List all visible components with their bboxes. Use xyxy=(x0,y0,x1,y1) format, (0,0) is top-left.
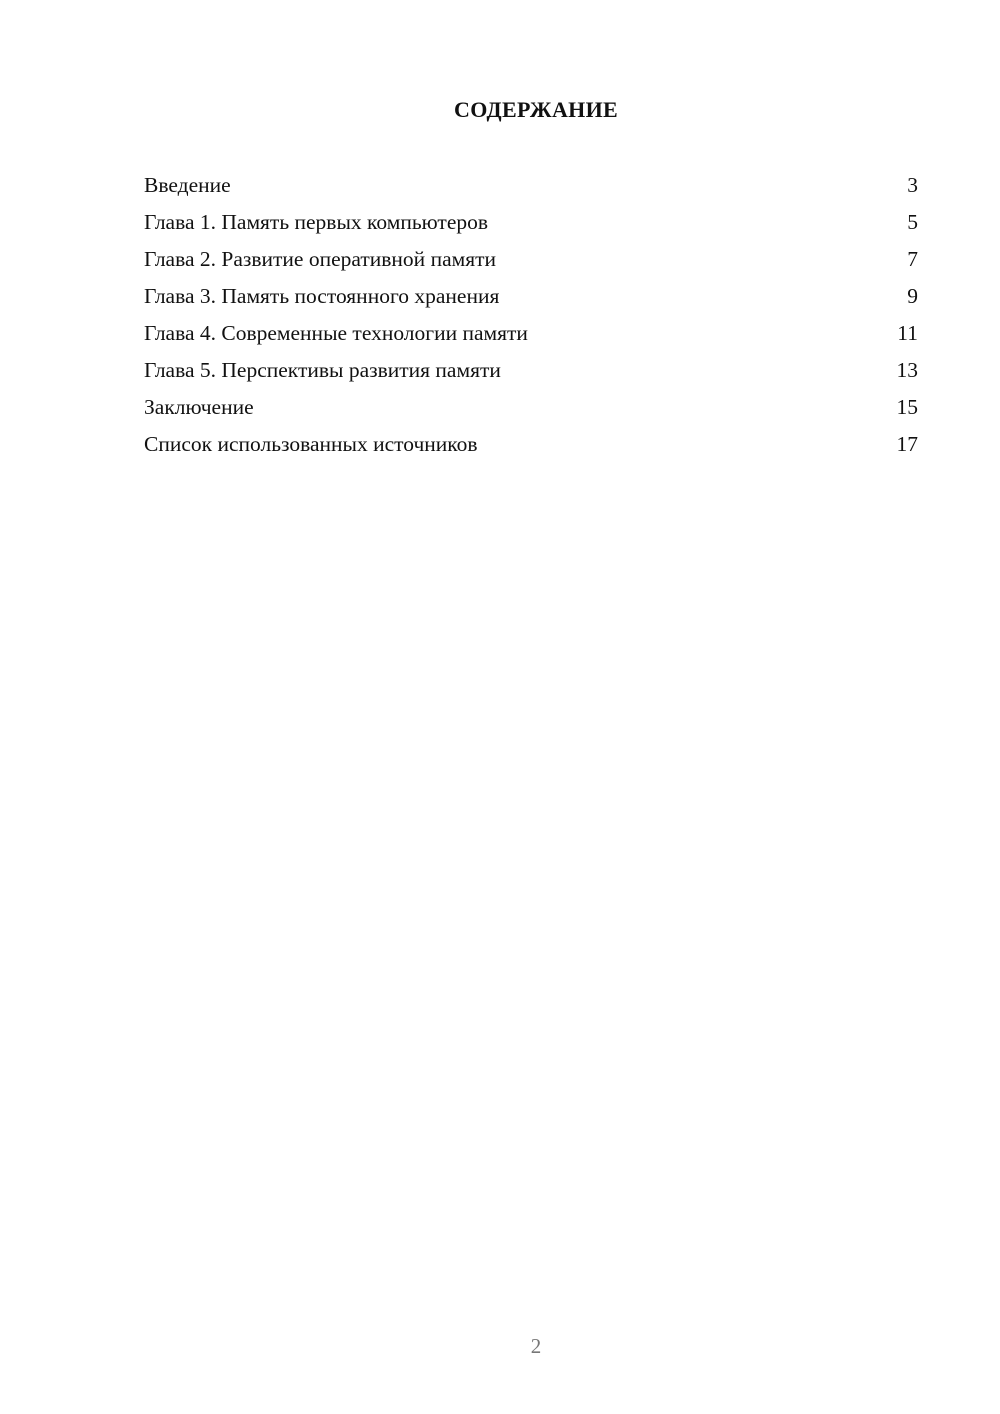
toc-item-page: 13 xyxy=(896,358,918,382)
toc-item-page: 5 xyxy=(907,210,918,234)
toc-item-title: Глава 3. Память постоянного хранения xyxy=(144,284,500,308)
toc-item-page: 9 xyxy=(907,284,918,308)
toc-heading: СОДЕРЖАНИЕ xyxy=(454,97,618,122)
toc-item-title: Глава 5. Перспективы развития памяти xyxy=(144,358,501,382)
toc-item-page: 7 xyxy=(907,247,918,271)
table-of-contents xyxy=(144,170,918,466)
toc-item-title: Заключение xyxy=(144,395,254,419)
toc-item-chapter-3 xyxy=(144,281,918,318)
toc-item-page: 15 xyxy=(896,395,918,419)
toc-item-title: Введение xyxy=(144,173,231,197)
toc-item-chapter-1 xyxy=(144,207,918,244)
toc-item-conclusion xyxy=(144,392,918,429)
toc-item-references xyxy=(144,429,918,466)
toc-item-title: Глава 1. Память первых компьютеров xyxy=(144,210,489,234)
toc-item-introduction xyxy=(144,170,918,207)
toc-item-title: Список использованных источников xyxy=(144,432,478,456)
toc-item-page: 11 xyxy=(897,321,918,345)
page-number: 2 xyxy=(530,1334,542,1358)
toc-item-title: Глава 4. Современные технологии памяти xyxy=(144,321,528,345)
toc-item-title: Глава 2. Развитие оперативной памяти xyxy=(144,247,497,271)
toc-item-chapter-4 xyxy=(144,318,918,355)
toc-item-page: 17 xyxy=(896,432,918,456)
toc-item-chapter-5 xyxy=(144,355,918,392)
toc-item-chapter-2 xyxy=(144,244,918,281)
toc-item-page: 3 xyxy=(907,173,918,197)
